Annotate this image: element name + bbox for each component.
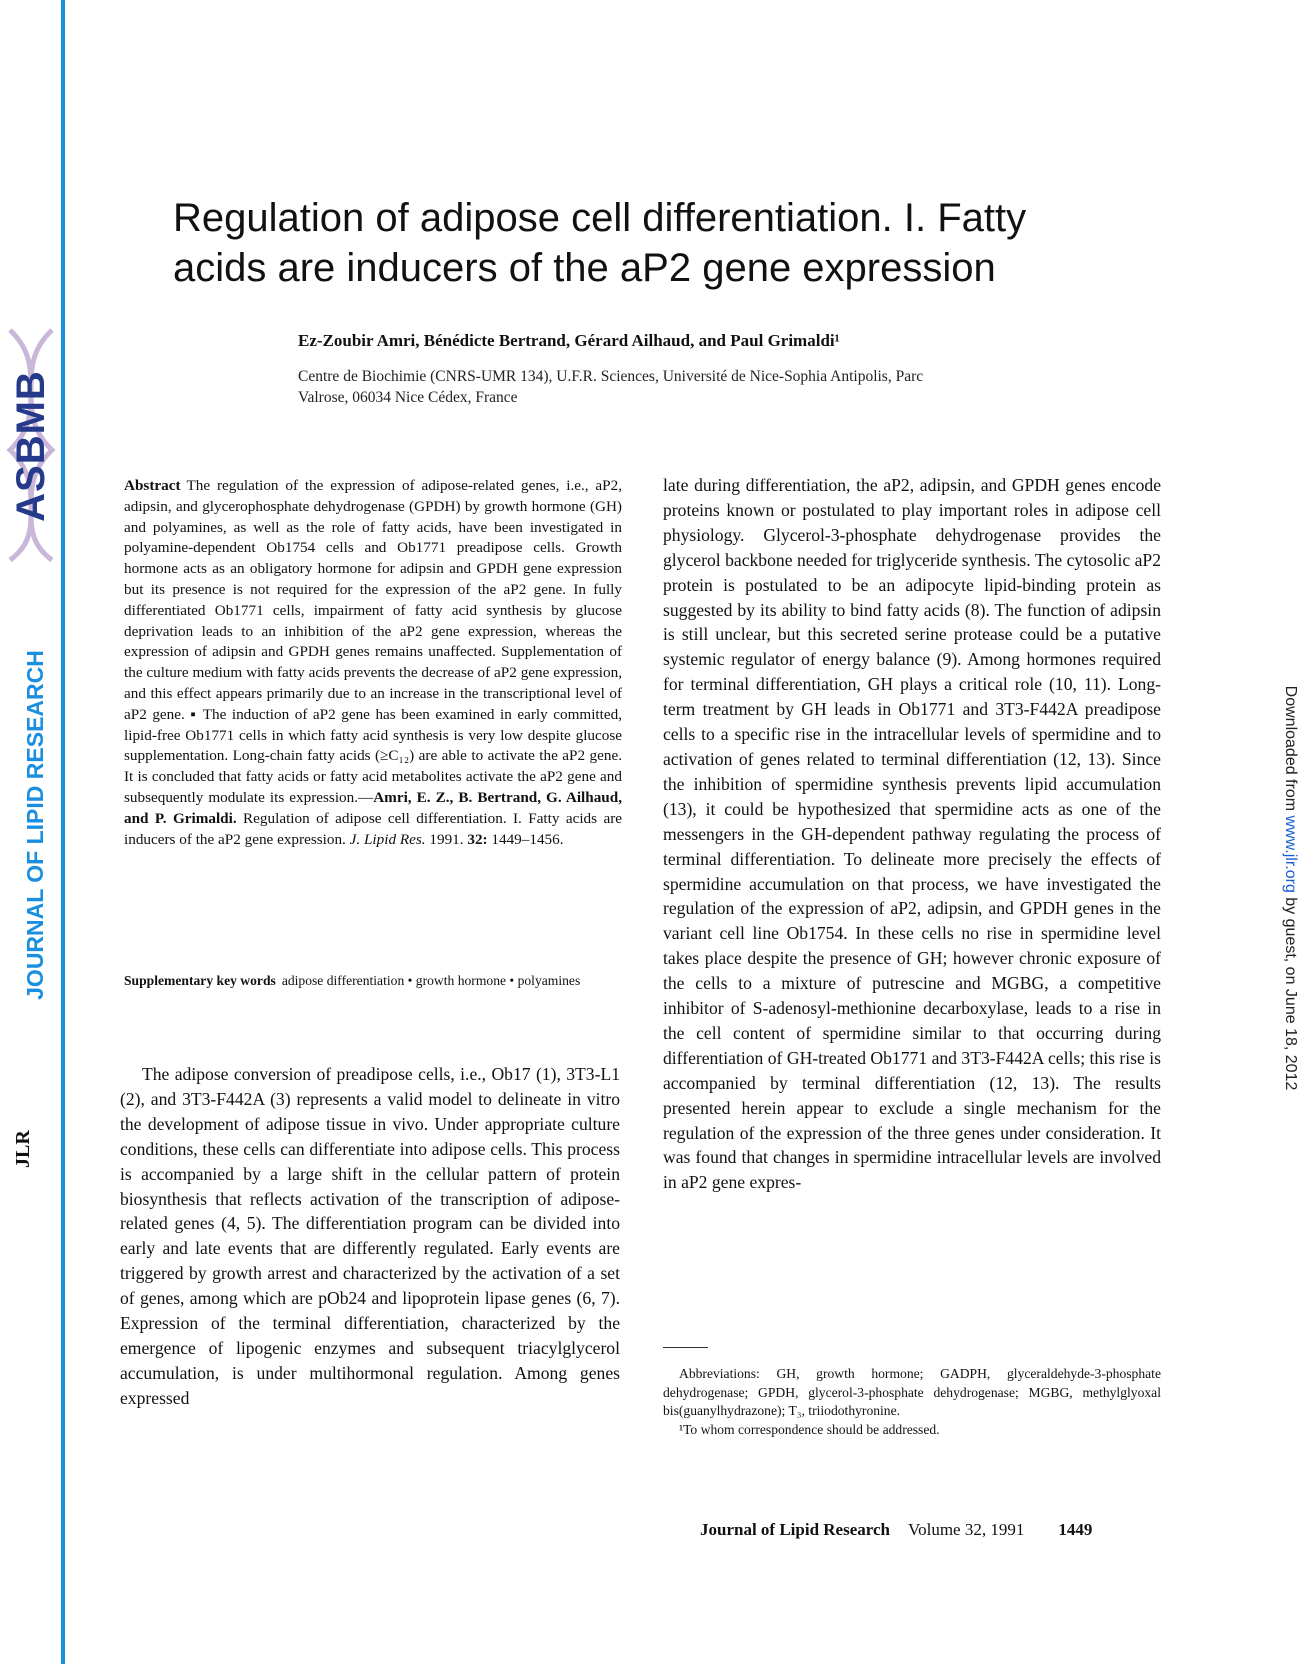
abstract-label: Abstract <box>124 477 181 494</box>
footer-journal-name: Journal of Lipid Research <box>700 1520 891 1539</box>
download-suffix: by guest, on June 18, 2012 <box>1282 892 1299 1091</box>
journal-sidebar <box>0 0 60 1664</box>
download-notice <box>1277 678 1299 1098</box>
left-accent-bar <box>61 0 65 1664</box>
footnotes <box>663 1365 1161 1439</box>
body-text-right-column: late during differentiation, the aP2, adipsin, and GPDH genes encode proteins known or postulated to play important roles in adipose cell physiology. Glycerol-3-phosphate dehydrogenase provides the glycerol backbone needed for triglyceride synthesis. The cytosolic aP2 protein is postulated to be an adipocyte lipid-binding protein as suggested by its ability to bind fatty acids (8). The function of adipsin is still unclear, but this secreted serine protease could be a putative systemic regulator of energy balance (9). Among hormones required for terminal differentiation, GH plays a critical role (10, 11). Long-term treatment by GH leads in Ob1771 and 3T3-F442A preadipose cells to a specific rise in the intracellular levels of spermidine and to activation of genes related to terminal differentiation (12, 13). Since the inhibition of spermidine synthesis prevents lipid accumulation (13), it could be hypothesized that spermidine acts as one of the messengers in the GH-dependent pathway regulating the process of terminal differentiation. To delineate more precisely the effects of spermidine accumulation on that process, we have investigated the regulation of the expression of aP2, adipsin, and GPDH genes in the variant cell line Ob1754. In these cells no rise in spermidine level takes place despite the presence of GH; however chronic exposure of the cells to a mixture of putrescine and MGBG, a competitive inhibitor of S-adenosyl-methionine decarboxylase, leads to a rise in the cell content of spermidine similar to that occurring during differentiation of GH-treated Ob1771 and 3T3-F442A cells; this rise is accompanied by terminal differentiation (12, 13). The results presented herein appear to exclude a single mechanism for the regulation of the expression of the three genes under consideration. It was found that changes in spermidine intracellular levels are involved in aP2 gene expres- <box>663 475 1161 1193</box>
page-number: 1449 <box>1058 1520 1093 1539</box>
abstract-text: The regulation of the expression of adipose-related genes, i.e., aP2, adipsin, and glycerophosphate dehydrogenase (GPDH) by growth hormone (GH) and polyamines, as well as the role of fatty acids, have been investigated in polyamine-dependent Ob1754 cells and Ob1771 preadipose cells. Growth hormone acts as an obligatory hormone for adipsin and GPDH gene expression but its presence is not required for the expression of the aP2 gene. In fully differentiated Ob1771 cells, impairment of fatty acid synthesis by glucose deprivation leads to an inhibition of the aP2 gene expression, whereas the expression of adipsin and GPDH genes remains unaffected. Supplementation of the culture medium with fatty acids prevents the decrease of aP2 gene expression, and this effect appears primarily due to an increase in the transcriptional level of aP2 gene. ▪ The induction of aP2 gene has been examined in early committed, lipid-free Ob1771 cells in which fatty acid synthesis is very low despite glucose supplementation. Long-chain fatty acids (≥C₁₂) are able to activate the aP2 gene. It is concluded that fatty acids or fatty acid metabolites activate the aP2 gene and subsequently modulate its expression.— <box>124 477 622 806</box>
asbmb-logo <box>2 330 60 560</box>
key-words-text: adipose differentiation • growth hormone • polyamines <box>281 973 581 988</box>
article-title <box>173 193 1133 293</box>
download-prefix: Downloaded from <box>1282 685 1299 816</box>
footer-volume: Volume 32, 1991 <box>908 1520 1025 1539</box>
footnote-correspondence: ¹To whom correspondence should be addressed. <box>679 1421 940 1437</box>
page-footer <box>700 1520 1160 1540</box>
body-text-left-column: The adipose conversion of preadipose cells, i.e., Ob17 (1), 3T3-L1 (2), and 3T3-F442A (3) represents a valid model to delineate in vitro the development of adipose tissue in vivo. Under appropriate culture conditions, these cells can differentiate into adipose cells. This process is accompanied by a large shift in the cellular pattern of protein biosynthesis that reflects activation of the transcription of adipose-related genes (4, 5). The differentiation program can be divided into early and late events that are differently regulated. Early events are triggered by growth arrest and characterized by the activation of a set of genes, among which are pOb24 and lipoprotein lipase genes (6, 7). Expression of the terminal differentiation, characterized by the emergence of lipogenic enzymes and subsequent triacylglycerol accumulation, is under multihormonal regulation. Among genes expressed <box>120 1064 620 1408</box>
author-list: Ez-Zoubir Amri, Bénédicte Bertrand, Gérard Ailhaud, and Paul Grimaldi¹ <box>298 331 840 350</box>
key-words-label: Supplementary key words <box>124 973 276 988</box>
citation-journal: J. Lipid Res. <box>349 830 426 848</box>
title-line-1: Regulation of adipose cell differentiation. I. Fatty <box>173 196 1027 240</box>
affiliation-line-2: Valrose, 06034 Nice Cédex, France <box>298 389 518 406</box>
abstract <box>124 476 622 850</box>
citation-pages: 1449–1456. <box>487 830 564 848</box>
footnote-divider <box>663 1347 708 1348</box>
journal-name-vertical: JOURNAL OF LIPID RESEARCH <box>22 650 48 1000</box>
citation-year: 1991. <box>425 830 468 848</box>
citation-volume: 32: <box>467 830 488 848</box>
title-line-2: acids are inducers of the aP2 gene expression <box>173 246 996 290</box>
jlr-website-link[interactable]: www.jlr.org <box>1282 815 1299 893</box>
author-affiliation <box>298 366 1118 408</box>
footnote-abbreviations: Abbreviations: GH, growth hormone; GADPH, glyceraldehyde-3-phosphate dehydrogenase; GPDH, glycerol-3-phosphate dehydrogenase; MGBG, methylglyoxal bis(guanylhydrazone); T₃, triiodothyronine. <box>663 1366 1161 1418</box>
jlr-logo: JLR <box>12 1130 34 1168</box>
citation-authors: Amri, E. Z., B. Bertrand, G. Ailhaud, and P. Grimaldi. <box>124 788 622 827</box>
affiliation-line-1: Centre de Biochimie (CNRS-UMR 134), U.F.R. Sciences, Université de Nice-Sophia Antipolis, Parc <box>298 368 924 385</box>
key-words <box>124 972 622 990</box>
asbmb-brand-text: ASBMB <box>9 370 53 522</box>
citation-title: Regulation of adipose cell differentiation. I. Fatty acids are inducers of the aP2 gene expression. <box>124 809 622 848</box>
